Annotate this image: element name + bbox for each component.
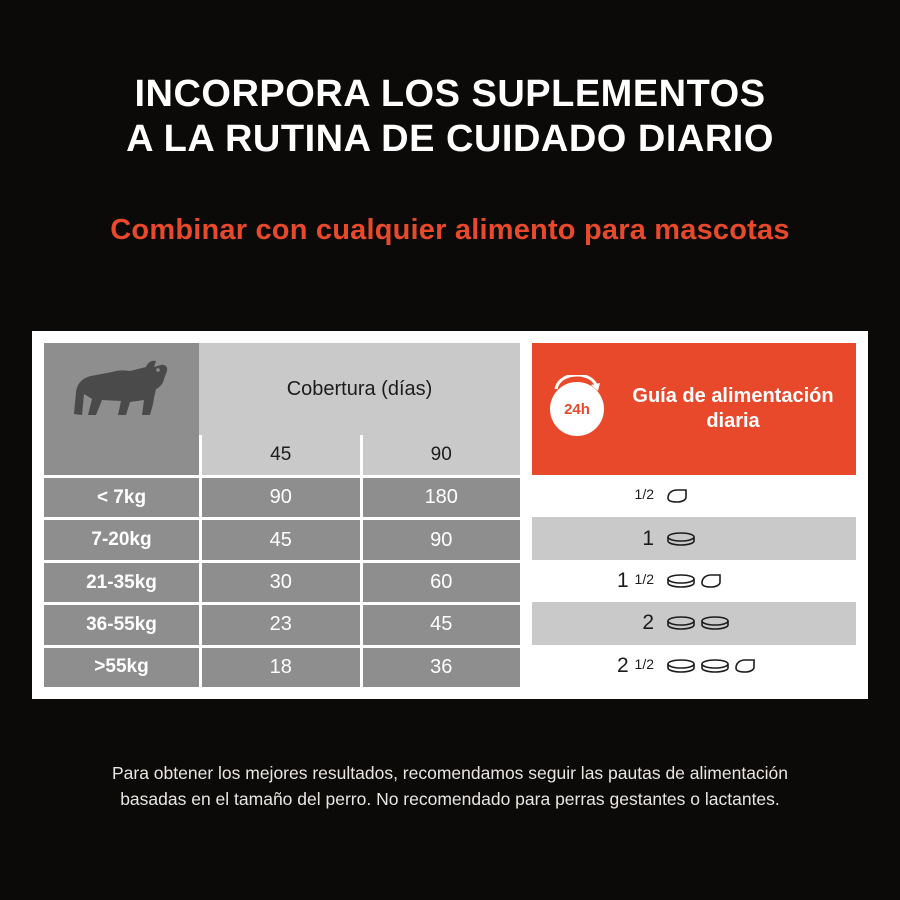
gold-divider-bottom (160, 857, 740, 860)
weight-label: 7-20kg (44, 520, 199, 559)
table-row (44, 517, 520, 559)
tablet-icons (666, 615, 786, 631)
subtitle: Combinar con cualquier alimento para mascotas (110, 214, 790, 246)
list-item (532, 560, 856, 602)
dose-amount: 2 (642, 611, 654, 635)
dose-fraction: 1/2 (634, 571, 654, 588)
list-item (532, 475, 856, 517)
tablet-icon (666, 615, 696, 631)
coverage-90-value: 36 (360, 648, 521, 687)
coverage-45-value: 90 (199, 478, 360, 517)
footnote (0, 760, 900, 813)
tablet-icon (666, 658, 696, 674)
tablet-icon (700, 615, 730, 631)
dose-amount (602, 569, 654, 593)
24h-badge-label: 24h (564, 400, 590, 418)
dosage-card (32, 331, 868, 699)
tablet-icons (666, 658, 786, 674)
tablet-icons (666, 531, 786, 547)
dose-fraction: 1/2 (634, 655, 654, 672)
footnote-line-1: Para obtener los mejores resultados, recomendamos seguir las pautas de alimentación (111, 763, 789, 783)
dog-icon (68, 358, 176, 420)
page-title (0, 72, 900, 162)
table-row (44, 560, 520, 602)
coverage-90-value: 60 (360, 563, 521, 602)
tablet-icons (666, 573, 786, 589)
table-row (44, 645, 520, 687)
coverage-col-45: 45 (199, 435, 360, 475)
coverage-45-value: 18 (199, 648, 360, 687)
tablet-icons (666, 488, 786, 504)
headline-line-2: A LA RUTINA DE CUIDADO DIARIO (126, 117, 774, 160)
feeding-guide-header (532, 343, 856, 475)
weight-label: 21-35kg (44, 563, 199, 602)
dose-amount (602, 654, 654, 678)
refresh-arrow-icon (554, 375, 600, 391)
dose-amount (602, 484, 654, 508)
tablet-icon (700, 658, 730, 674)
table-row (44, 602, 520, 644)
coverage-90-value: 90 (360, 520, 521, 559)
coverage-90-value: 45 (360, 605, 521, 644)
dose-fraction: 1/2 (634, 486, 654, 503)
feeding-guide-title-line-2: diaria (706, 410, 760, 432)
feeding-guide-title (620, 384, 856, 434)
coverage-45-value: 45 (199, 520, 360, 559)
headline-line-1: INCORPORA LOS SUPLEMENTOS (134, 73, 766, 115)
feeding-guide (532, 343, 856, 687)
coverage-col-90: 90 (360, 435, 521, 475)
half-tablet-icon (700, 573, 722, 589)
coverage-title: Cobertura (días) (199, 343, 520, 435)
weight-label: 36-55kg (44, 605, 199, 644)
list-item (532, 602, 856, 644)
coverage-spacer (44, 435, 199, 475)
24h-badge (550, 382, 604, 436)
coverage-45-value: 30 (199, 563, 360, 602)
dose-whole: 2 (617, 653, 629, 677)
list-item (532, 645, 856, 687)
feeding-guide-title-line-1: Guía de alimentación (632, 385, 834, 407)
tablet-icon (666, 573, 696, 589)
tablet-icon (666, 531, 696, 547)
coverage-table (44, 343, 520, 687)
weight-label: < 7kg (44, 478, 199, 517)
gold-divider-top (160, 40, 740, 43)
half-tablet-icon (666, 488, 688, 504)
coverage-45-value: 23 (199, 605, 360, 644)
dog-illustration-cell (44, 343, 199, 435)
list-item (532, 517, 856, 559)
weight-label: >55kg (44, 648, 199, 687)
footnote-line-2: basadas en el tamaño del perro. No recomendado para perras gestantes o lactantes. (120, 789, 780, 810)
coverage-90-value: 180 (360, 478, 521, 517)
half-tablet-icon (734, 658, 756, 674)
dose-amount: 1 (642, 526, 654, 550)
dose-whole: 1 (617, 569, 629, 593)
table-row (44, 475, 520, 517)
